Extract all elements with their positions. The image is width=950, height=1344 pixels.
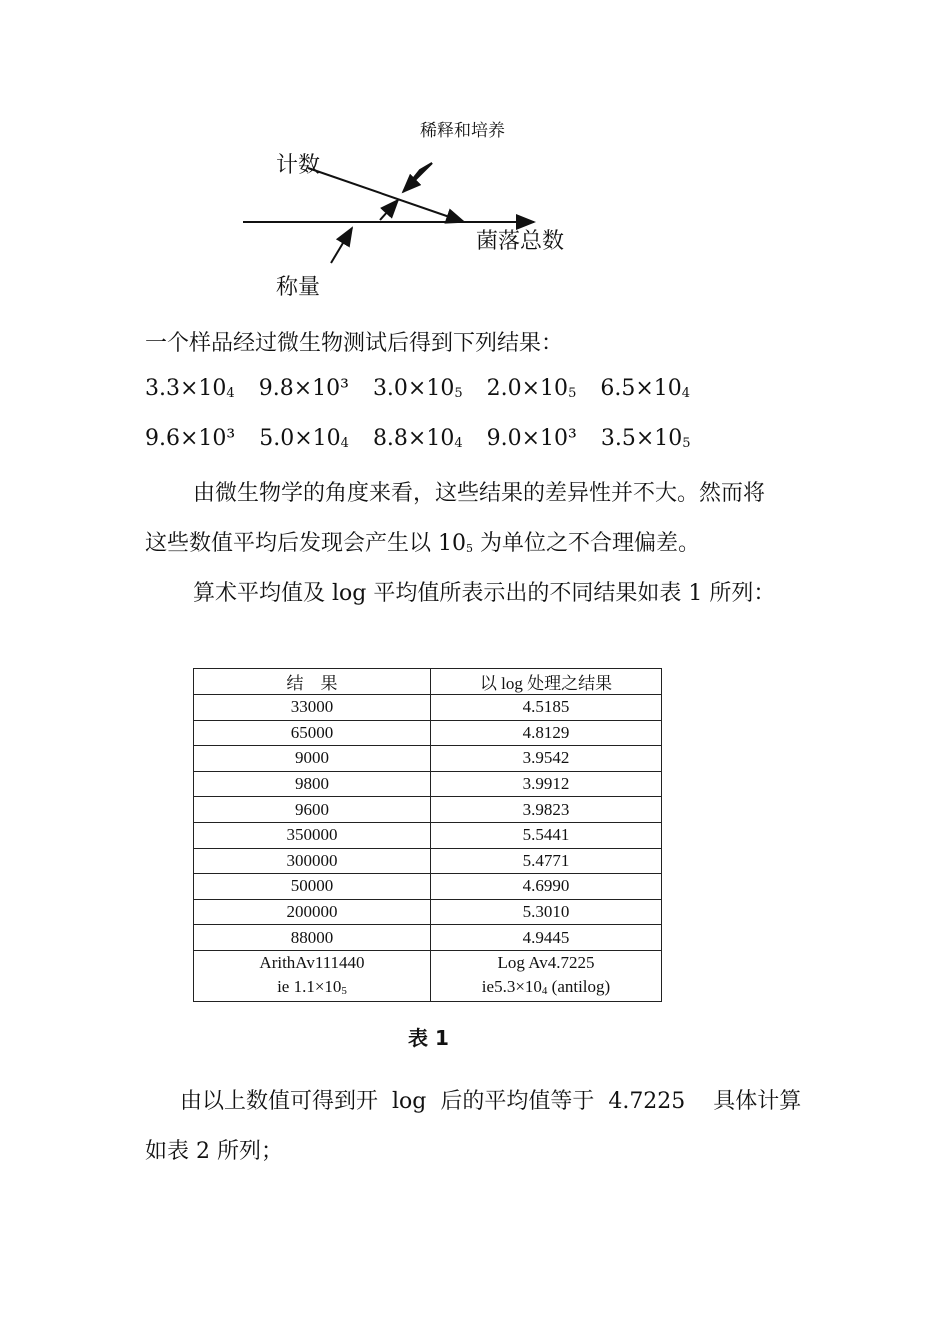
cell-result: 350000 xyxy=(194,822,431,848)
paragraph-1-line-2: 这些数值平均后发现会产生以 105 为单位之不合理偏差。 xyxy=(145,531,700,556)
value-item: 9.8×10³ xyxy=(258,376,349,401)
paragraph-3-line-1: 由以上数值可得到开 log 后的平均值等于 4.7225 具体计算 xyxy=(180,1089,802,1114)
table-row xyxy=(194,720,662,746)
value-item: 9.0×10³ xyxy=(486,426,577,451)
cell-log: 4.5185 xyxy=(431,695,662,721)
value-item: $3.3\times 10_4$ xyxy=(145,376,235,401)
cell-log: 4.6990 xyxy=(431,874,662,900)
cell-result: 200000 xyxy=(194,899,431,925)
weigh-arrow xyxy=(331,228,352,263)
paragraph-1-line-1: 由微生物学的角度来看，这些结果的差异性并不大。然而将 xyxy=(193,481,766,506)
cell-log: 3.9912 xyxy=(431,771,662,797)
cell-result: 300000 xyxy=(194,848,431,874)
table-row xyxy=(194,874,662,900)
cell-result: 9600 xyxy=(194,797,431,823)
table-row xyxy=(194,822,662,848)
paragraph-2: 算术平均值及 log 平均值所表示出的不同结果如表 1 所列： xyxy=(193,581,776,606)
culture-arrow-shaft xyxy=(403,163,432,192)
value-item: $3.5\times 10_5$ xyxy=(600,426,691,451)
value-item: $3.0\times 10_5$ xyxy=(372,376,463,401)
cell-log: 5.3010 xyxy=(431,899,662,925)
value-item: $2.0\times 10_5$ xyxy=(486,376,577,401)
cell-log: 4.9445 xyxy=(431,925,662,951)
cell-result: 88000 xyxy=(194,925,431,951)
table-row xyxy=(194,925,662,951)
cell-arith-average: ArithAv111440 ie 1.1×105 xyxy=(194,950,431,1001)
table-row xyxy=(194,899,662,925)
cell-log-average: Log Av4.7225 ie5.3×104 (antilog) xyxy=(431,950,662,1001)
cell-log: 5.5441 xyxy=(431,822,662,848)
cell-result: 65000 xyxy=(194,720,431,746)
cell-result: 9800 xyxy=(194,771,431,797)
header-result: 结 果 xyxy=(194,669,431,695)
values-row-2 xyxy=(145,426,715,451)
value-item: $8.8\times 10_4$ xyxy=(372,426,463,451)
diagram-label-total: 菌落总数 xyxy=(476,229,565,254)
diagram-arrows xyxy=(0,0,950,330)
cell-result: 50000 xyxy=(194,874,431,900)
cell-log: 3.9542 xyxy=(431,746,662,772)
paragraph-3-line-2: 如表 2 所列； xyxy=(145,1139,283,1164)
value-item: $5.0\times 10_4$ xyxy=(259,426,349,451)
value-item: $6.5\times 10_4$ xyxy=(600,376,691,401)
cell-log: 4.8129 xyxy=(431,720,662,746)
table-row xyxy=(194,797,662,823)
diagram-label-weigh: 称量 xyxy=(276,275,321,300)
dilution-arrow xyxy=(380,200,398,220)
values-row-1 xyxy=(145,376,714,401)
header-log-result: 以 log 处理之结果 xyxy=(431,669,662,695)
cell-log: 5.4771 xyxy=(431,848,662,874)
cell-log: 3.9823 xyxy=(431,797,662,823)
cell-result: 9000 xyxy=(194,746,431,772)
table-summary-row xyxy=(194,950,662,1001)
diagram-label-count: 计数 xyxy=(276,153,321,178)
table-header-row xyxy=(194,669,662,695)
table-row xyxy=(194,771,662,797)
table-row xyxy=(194,746,662,772)
intro-text: 一个样品经过微生物测试后得到下列结果： xyxy=(145,331,564,356)
table-row xyxy=(194,695,662,721)
cell-result: 33000 xyxy=(194,695,431,721)
results-table xyxy=(193,668,662,1002)
table-row xyxy=(194,848,662,874)
value-item: 9.6×10³ xyxy=(145,426,236,451)
table-caption: 表 1 xyxy=(408,1026,449,1050)
diagram-title: 稀释和培养 xyxy=(420,121,505,141)
